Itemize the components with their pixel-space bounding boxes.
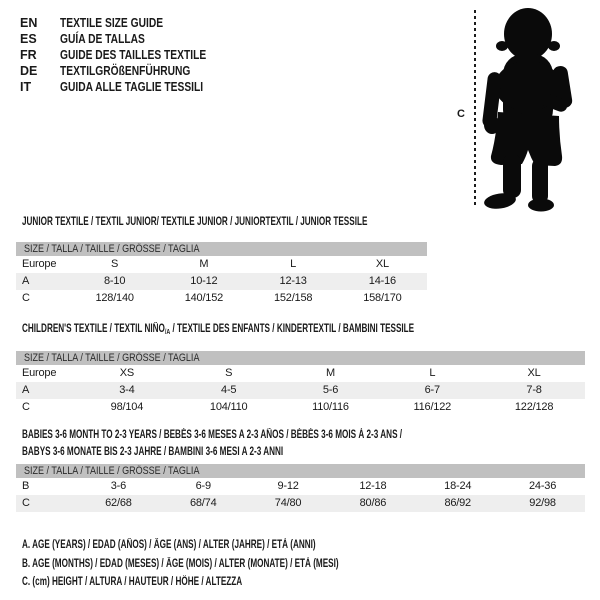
table-cell: 8-10 [104, 275, 126, 287]
table-cell: S [225, 367, 233, 379]
table-cell: 92/98 [529, 497, 556, 509]
table-cell: 5-6 [322, 384, 339, 396]
language-label: TEXTILGRÖßENFÜHRUNG [60, 64, 191, 78]
language-label: GUIDA ALLE TAGLIE TESSILI [60, 80, 204, 94]
table-row [16, 273, 427, 290]
footnote-age-months: B. AGE (MONTHS) / EDAD (MESES) / ÂGE (MOIS) / ALTER (MONATE) / ETÀ (MESI) [22, 557, 339, 570]
language-label: GUÍA DE TALLAS [60, 32, 145, 46]
language-code: FR [20, 48, 37, 62]
row-label: C [22, 401, 30, 413]
table-cell: 14-16 [368, 275, 396, 287]
table-cell: 18-24 [444, 480, 472, 492]
height-dash-line [474, 10, 476, 206]
table-cell: XS [119, 367, 135, 379]
junior-size-table [16, 242, 427, 307]
table-cell: 128/140 [95, 292, 134, 304]
table-cell: 104/110 [209, 401, 248, 413]
language-code: IT [20, 80, 32, 94]
table-row [16, 382, 585, 399]
language-code: DE [20, 64, 38, 78]
children-size-table [16, 351, 585, 416]
row-label: Europe [22, 367, 57, 379]
language-row [20, 79, 238, 95]
table-row [16, 256, 427, 273]
footnote-age-years: A. AGE (YEARS) / EDAD (AÑOS) / ÂGE (ANS) / ALTER (JAHRE) / ETÀ (ANNI) [22, 539, 316, 552]
language-list [20, 15, 238, 95]
table-cell: 152/158 [273, 292, 313, 304]
junior-section-title: JUNIOR TEXTILE / TEXTIL JUNIOR/ TEXTILE JUNIOR / JUNIORTEXTIL / JUNIOR TESSILE [22, 216, 368, 228]
language-label: GUIDE DES TAILLES TEXTILE [60, 48, 207, 62]
babies-section-title: BABIES 3-6 MONTH TO 2-3 YEARS / BEBÉS 3-6 MESES A 2-3 AÑOS / BÉBÉS 3-6 MOIS À 2-3 ANS / BABYS 3-6 MONATE BIS 2-3 JAHRE / BAMBINI 3-6 MESI A 2-3 ANNI [22, 429, 403, 458]
table-cell: 12-13 [279, 275, 307, 287]
table-cell: S [111, 258, 119, 270]
table-cell: 140/152 [184, 292, 224, 304]
table-cell: 98/104 [110, 401, 144, 413]
language-row [20, 31, 238, 47]
row-label: Europe [22, 258, 57, 270]
language-code: EN [20, 16, 38, 30]
language-label: TEXTILE SIZE GUIDE [60, 16, 164, 30]
row-label: C [22, 497, 30, 509]
table-cell: 3-4 [119, 384, 135, 396]
size-header-bar: SIZE / TALLA / TAILLE / GRÖSSE / TAGLIA [16, 351, 585, 365]
table-cell: 74/80 [274, 497, 302, 509]
table-row [16, 478, 585, 495]
language-code: ES [20, 32, 37, 46]
table-cell: XL [527, 367, 541, 379]
table-cell: 24-36 [528, 480, 557, 492]
table-row [16, 365, 585, 382]
table-cell: XL [375, 258, 389, 270]
table-cell: 10-12 [190, 275, 218, 287]
size-header-bar: SIZE / TALLA / TAILLE / GRÖSSE / TAGLIA [16, 242, 427, 256]
table-cell: L [429, 367, 436, 379]
table-cell: 122/128 [514, 401, 554, 413]
table-cell: 68/74 [189, 497, 217, 509]
height-measure-label: C [457, 108, 465, 120]
table-cell: L [290, 258, 297, 270]
table-cell: 158/170 [363, 292, 402, 304]
table-row [16, 399, 585, 416]
table-row [16, 495, 585, 512]
table-cell: M [199, 258, 209, 270]
footnotes [22, 536, 468, 591]
toddler-silhouette-icon [482, 6, 578, 212]
footnote-height-cm: C. (cm) HEIGHT / ALTURA / HAUTEUR / HÖHE / ALTEZZA [22, 575, 243, 588]
language-row [20, 15, 238, 31]
row-label: A [22, 384, 30, 396]
table-cell: 3-6 [110, 480, 127, 492]
table-cell: 12-18 [359, 480, 387, 492]
table-cell: 62/68 [105, 497, 132, 509]
row-label: A [22, 275, 30, 287]
table-row [16, 290, 427, 307]
size-header-bar: SIZE / TALLA / TAILLE / GRÖSSE / TAGLIA [16, 464, 585, 478]
row-label: C [22, 292, 30, 304]
table-cell: 7-8 [526, 384, 542, 396]
table-cell: 86/92 [444, 497, 471, 509]
table-cell: 4-5 [221, 384, 237, 396]
table-cell: 6-7 [424, 384, 440, 396]
language-row [20, 47, 238, 63]
table-cell: 9-12 [277, 480, 299, 492]
table-cell: 116/122 [413, 401, 452, 413]
babies-size-table [16, 464, 585, 512]
children-section-title: CHILDREN'S TEXTILE / TEXTIL $NIÑO_{/A}$ / TEXTILE DES ENFANTS / KINDERTEXTIL / BAMBINI TESSILE [22, 323, 415, 336]
subscript-text: /A [164, 327, 171, 336]
table-cell: 110/116 [312, 401, 349, 413]
table-cell: 6-9 [195, 480, 211, 492]
language-row [20, 63, 238, 79]
table-cell: M [326, 367, 335, 379]
row-label: B [22, 480, 30, 492]
table-cell: 80/86 [359, 497, 387, 509]
